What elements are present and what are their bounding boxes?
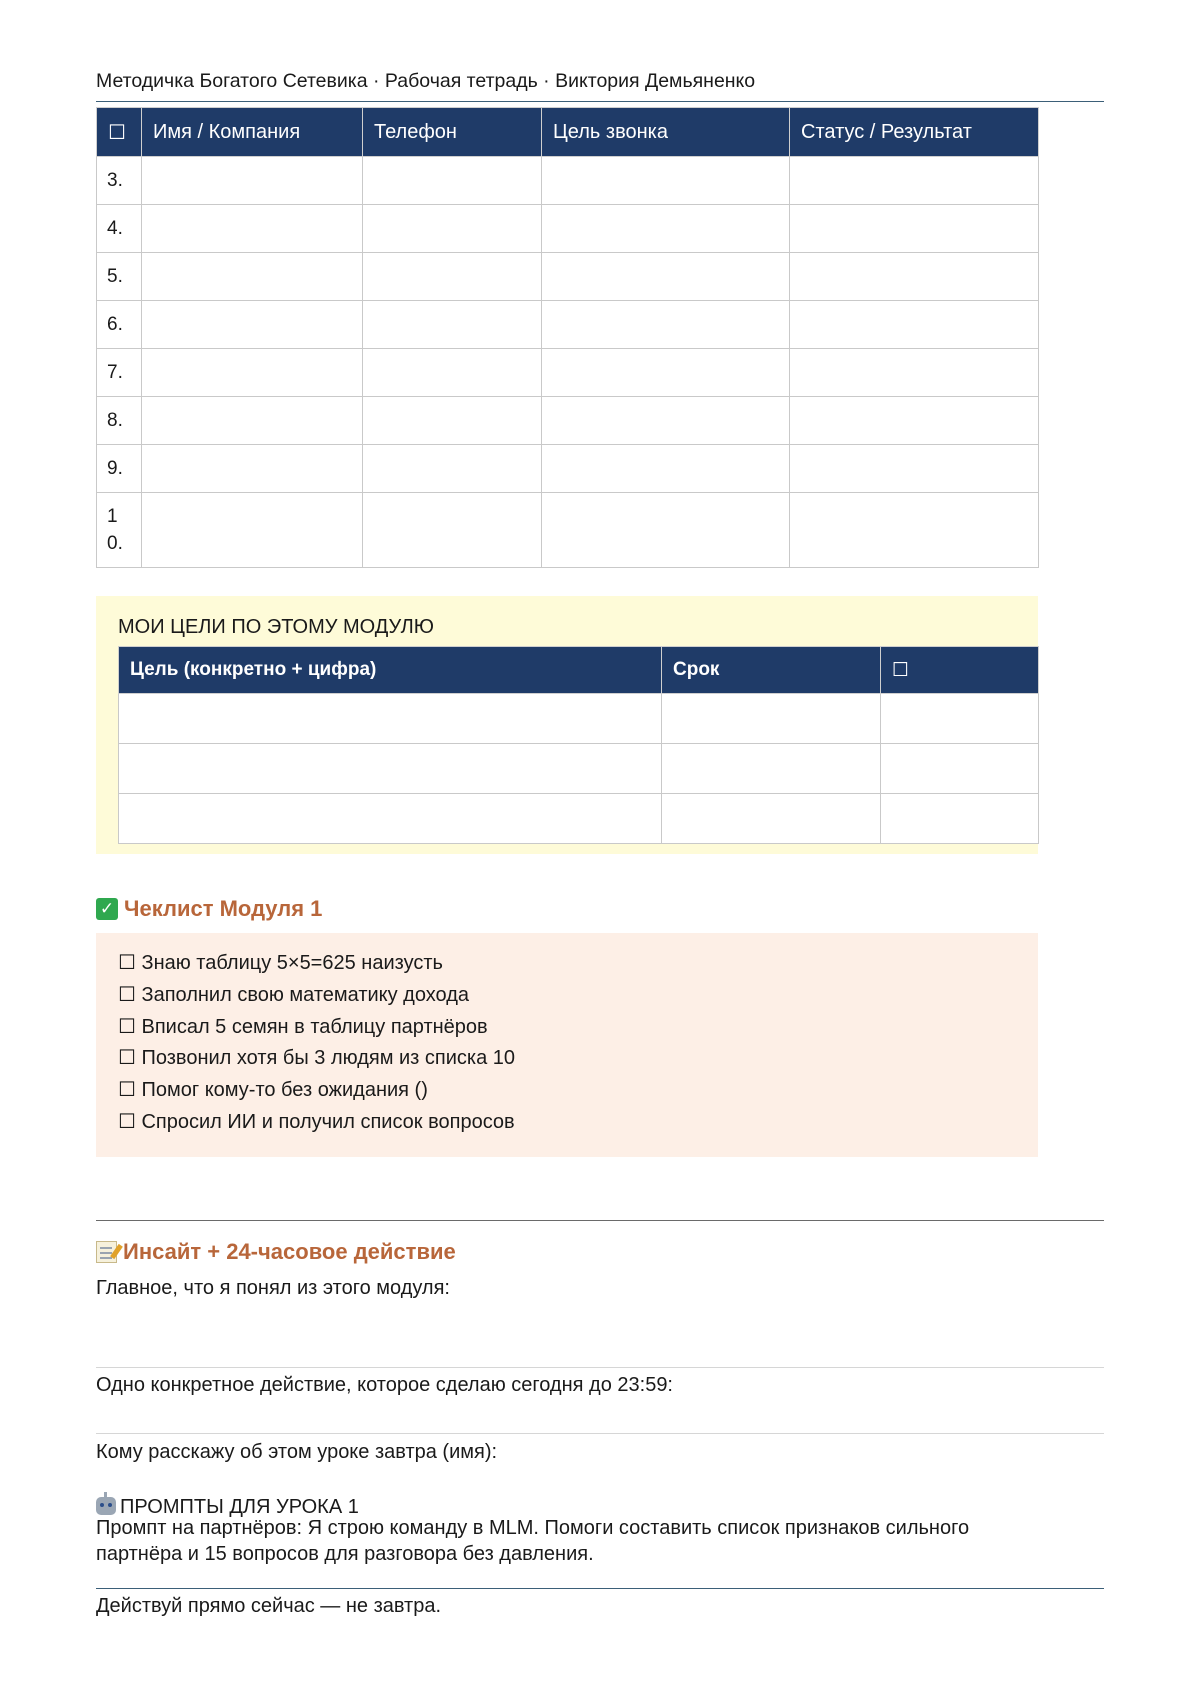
table-row [97,349,1039,397]
prompt-text: Промпт на партнёров: Я строю команду в MLM. Помоги составить список признаков сильного партнёра и 15 вопросов для разговора без давления. [96,1517,970,1565]
row-number: 8. [97,397,142,445]
goal-cell[interactable] [542,205,790,253]
done-cell[interactable] [881,794,1039,844]
goal-cell[interactable] [542,253,790,301]
goal-cell[interactable] [542,349,790,397]
goals-title: МОИ ЦЕЛИ ПО ЭТОМУ МОДУЛЮ [118,616,434,638]
answer-line[interactable] [96,1433,1104,1434]
name-cell[interactable] [142,253,363,301]
deadline-cell[interactable] [662,744,881,794]
done-cell[interactable] [881,744,1039,794]
goal-cell[interactable] [119,744,662,794]
checklist-heading [96,896,322,922]
goal-cell[interactable] [542,445,790,493]
status-cell[interactable] [790,349,1039,397]
answer-line[interactable] [96,1367,1104,1368]
col-header-goal-text: Цель (конкретно + цифра) [119,647,662,694]
table-row [97,445,1039,493]
checklist [118,948,515,1139]
list-item[interactable]: ☐ Помог кому-то без ожидания () [118,1079,428,1102]
status-cell[interactable] [790,205,1039,253]
list-item[interactable]: ☐ Заполнил свою математику дохода [118,983,470,1006]
insight-question-tell: Кому расскажу об этом уроке завтра (имя): [96,1441,498,1463]
row-number: 7. [97,349,142,397]
phone-cell[interactable] [363,157,542,205]
col-header-goal: Цель звонка [542,108,790,157]
name-cell[interactable] [142,397,363,445]
calls-table-header [97,108,1039,157]
insight-question-main: Главное, что я понял из этого модуля: [96,1277,450,1299]
col-header-deadline: Срок [662,647,881,694]
table-row [97,253,1039,301]
table-row [97,301,1039,349]
goal-cell[interactable] [119,794,662,844]
insight-question-action: Одно конкретное действие, которое сделаю сегодня до 23:59: [96,1374,673,1396]
list-item[interactable]: ☐ Знаю таблицу 5×5=625 наизусть [118,952,443,974]
goals-table-header [119,647,1039,694]
table-row [119,694,1039,744]
section-divider [96,1220,1104,1221]
row-number: 3. [97,157,142,205]
check-mark-icon: ✓ [96,898,118,920]
name-cell[interactable] [142,493,363,568]
status-cell[interactable] [790,493,1039,568]
row-number: 4. [97,205,142,253]
list-item[interactable]: ☐ Позвонил хотя бы 3 людям из списка 10 [118,1047,516,1070]
row-number-part1: 1 [107,506,118,527]
status-cell[interactable] [790,157,1039,205]
status-cell[interactable] [790,301,1039,349]
table-row [97,157,1039,205]
table-row [119,794,1039,844]
col-header-phone: Телефон [363,108,542,157]
footer-divider [96,1588,1104,1589]
prompts-title: ПРОМПТЫ ДЛЯ УРОКА 1 [120,1496,359,1518]
name-cell[interactable] [142,349,363,397]
row-number [97,493,142,568]
goal-cell[interactable] [542,301,790,349]
phone-cell[interactable] [363,493,542,568]
memo-icon [96,1241,117,1263]
list-item[interactable]: ☐ Вписал 5 семян в таблицу партнёров [118,1015,488,1038]
footer-motto: Действуй прямо сейчас — не завтра. [96,1595,442,1617]
row-number: 9. [97,445,142,493]
status-cell[interactable] [790,253,1039,301]
table-row [119,744,1039,794]
deadline-cell[interactable] [662,794,881,844]
col-header-check: ☐ [97,108,142,157]
insight-title: Инсайт + 24-часовое действие [123,1239,456,1264]
goals-table [118,646,1039,844]
name-cell[interactable] [142,157,363,205]
col-header-status: Статус / Результат [790,108,1039,157]
row-number: 6. [97,301,142,349]
status-cell[interactable] [790,445,1039,493]
phone-cell[interactable] [363,301,542,349]
row-number: 5. [97,253,142,301]
phone-cell[interactable] [363,349,542,397]
goal-cell[interactable] [542,157,790,205]
list-item[interactable]: ☐ Спросил ИИ и получил список вопросов [118,1110,515,1133]
goal-cell[interactable] [542,397,790,445]
goal-cell[interactable] [119,694,662,744]
goal-cell[interactable] [542,493,790,568]
phone-cell[interactable] [363,397,542,445]
table-row [97,205,1039,253]
name-cell[interactable] [142,301,363,349]
col-header-done: ☐ [881,647,1039,694]
name-cell[interactable] [142,205,363,253]
status-cell[interactable] [790,397,1039,445]
checklist-title: Чеклист Модуля 1 [124,896,323,921]
done-cell[interactable] [881,694,1039,744]
name-cell[interactable] [142,445,363,493]
page-header: Методичка Богатого Сетевика · Рабочая тетрадь · Виктория Демьяненко [96,70,756,92]
phone-cell[interactable] [363,205,542,253]
robot-icon [96,1497,116,1515]
table-row [97,397,1039,445]
deadline-cell[interactable] [662,694,881,744]
phone-cell[interactable] [363,445,542,493]
insight-heading [96,1239,456,1265]
header-divider [96,101,1104,102]
table-row [97,493,1039,568]
row-number-part2: 0. [107,533,123,554]
calls-table [96,107,1039,568]
phone-cell[interactable] [363,253,542,301]
col-header-name: Имя / Компания [142,108,363,157]
